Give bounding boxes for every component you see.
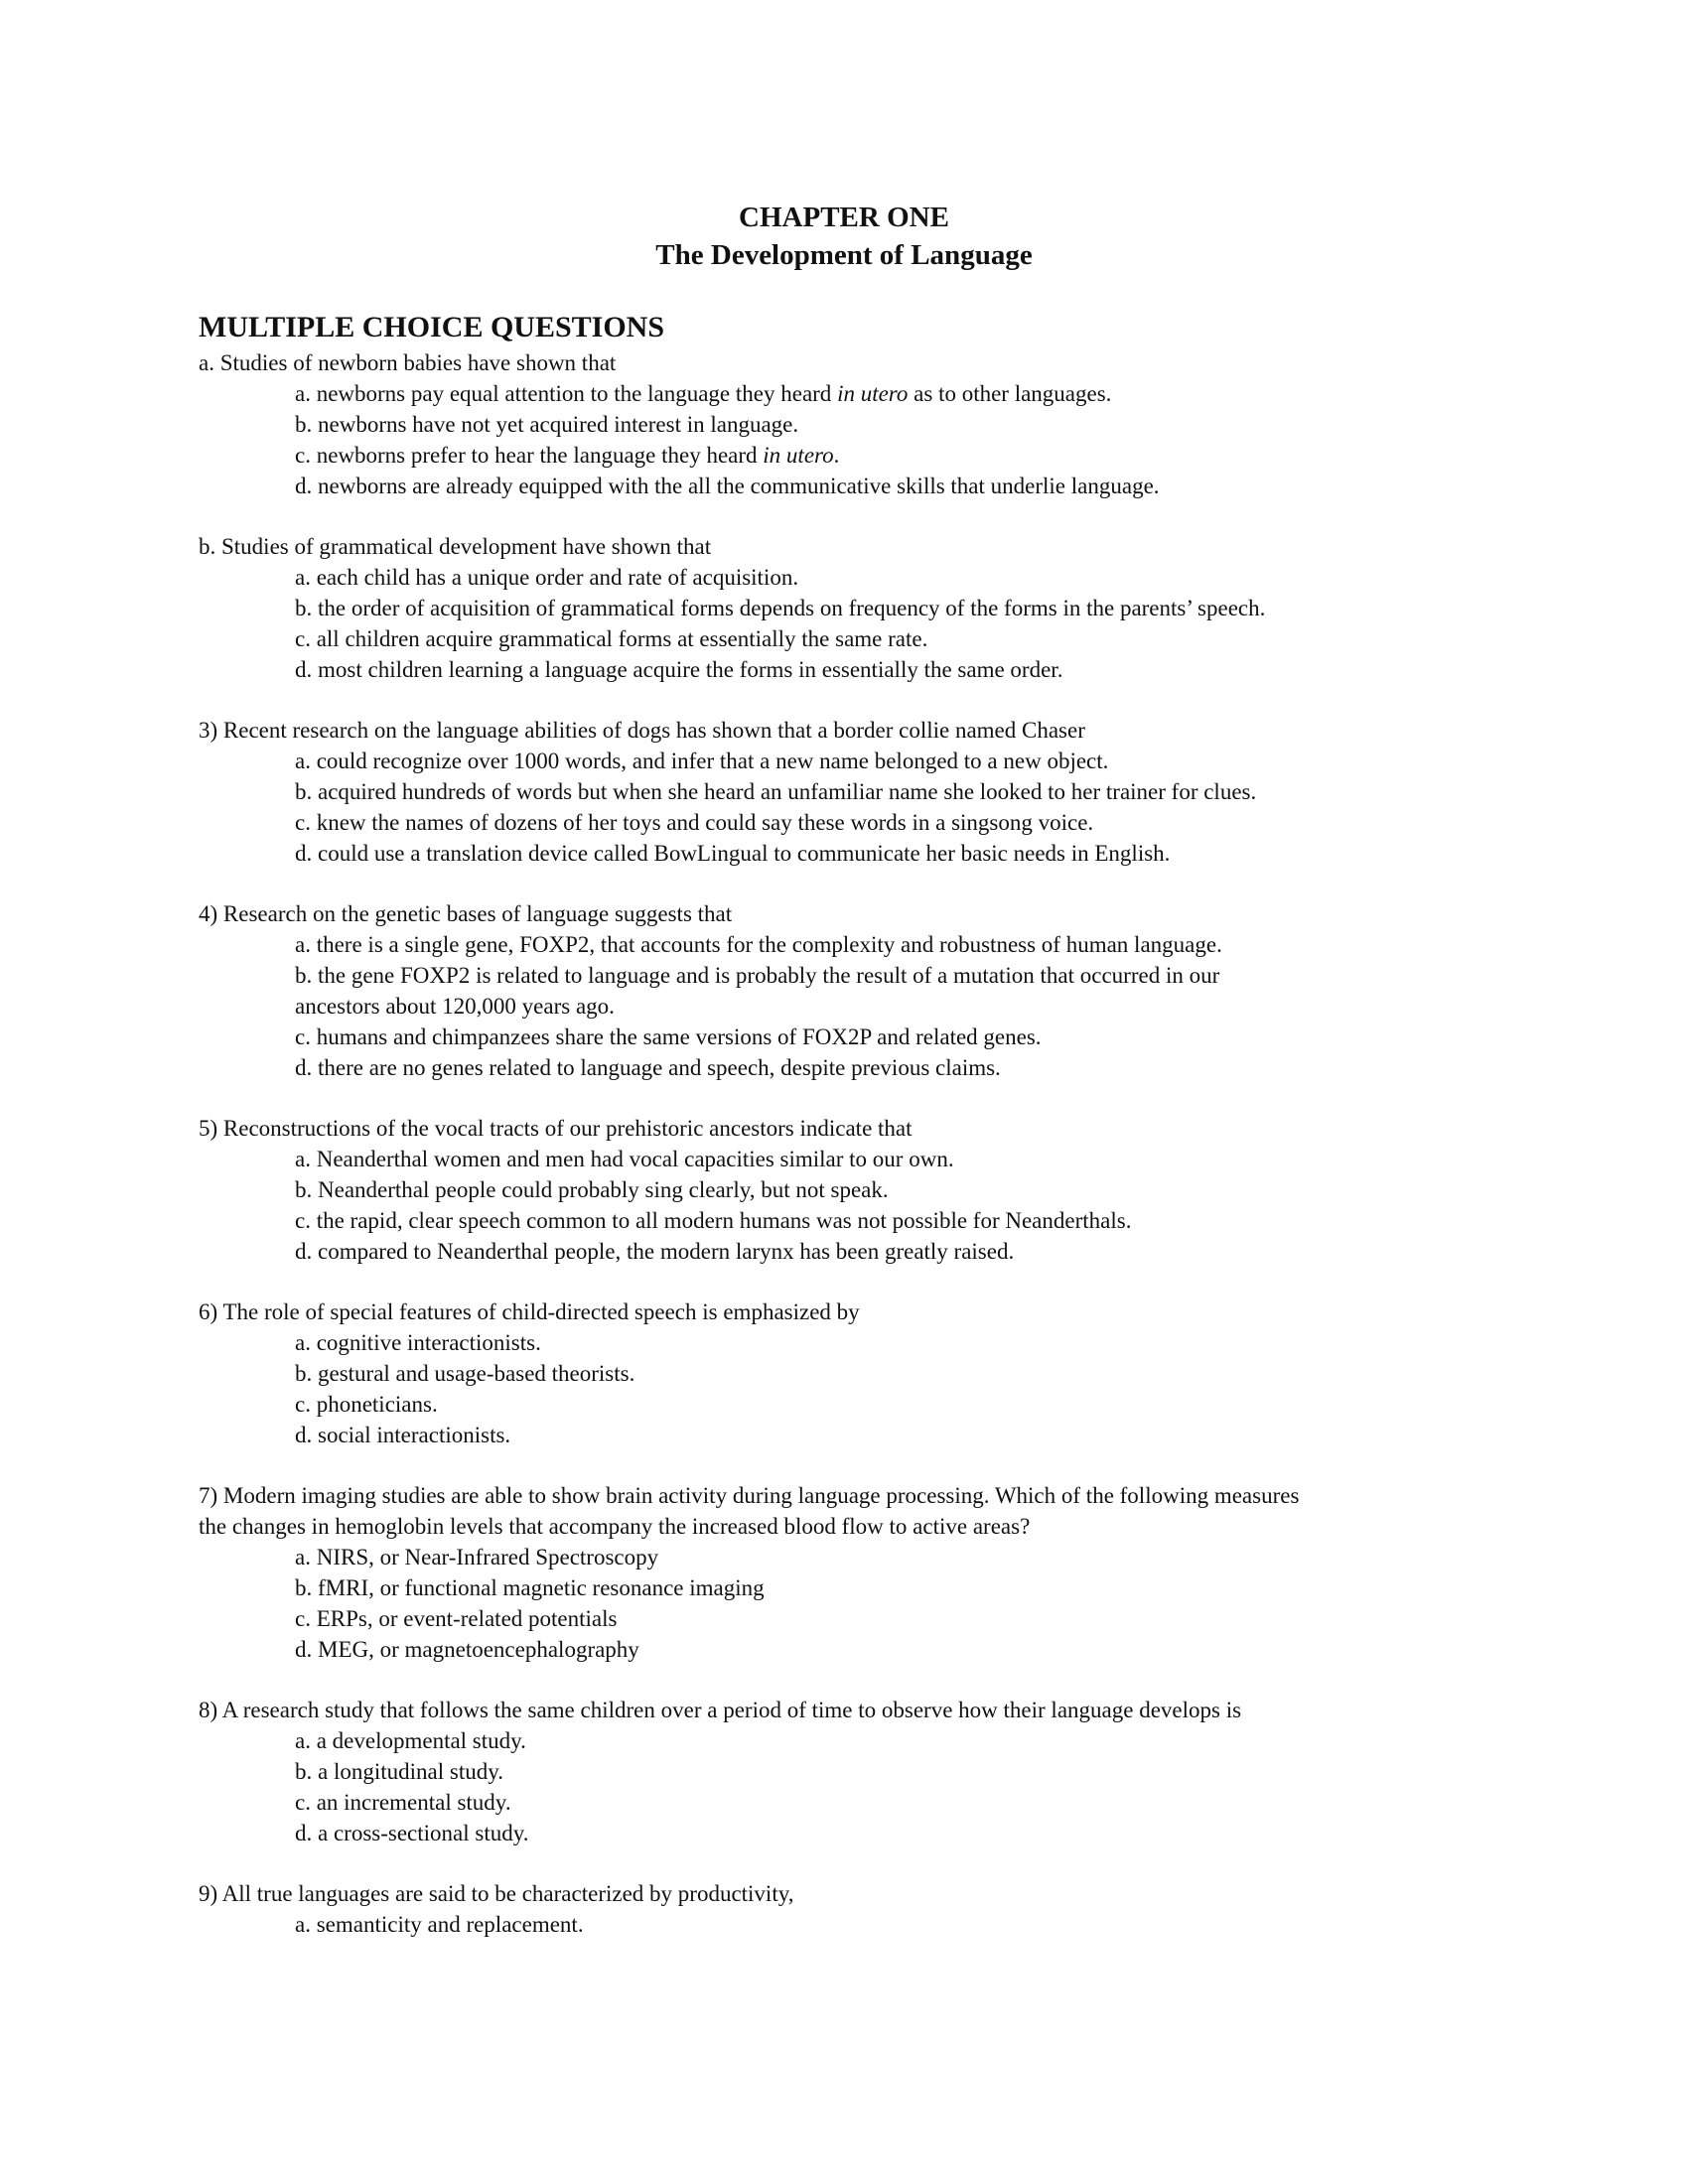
question-1: [199, 347, 1489, 501]
question-stem: a. Studies of newborn babies have shown that: [199, 350, 617, 375]
option-c: c. all children acquire grammatical forms at essentially the same rate.: [295, 626, 928, 651]
option-d: d. social interactionists.: [295, 1423, 511, 1447]
option-a: a. each child has a unique order and rate of acquisition.: [295, 565, 799, 590]
question-stem: 8) A research study that follows the same children over a period of time to observe how their language develops is: [199, 1698, 1242, 1722]
option-b: b. gestural and usage-based theorists.: [295, 1361, 635, 1386]
question-3: [199, 715, 1489, 869]
question-stem: 3) Recent research on the language abilities of dogs has shown that a border collie named Chaser: [199, 718, 1085, 743]
option-b: b. newborns have not yet acquired interest in language.: [295, 412, 799, 437]
option-b-continued: ancestors about 120,000 years ago.: [295, 994, 615, 1019]
option-b: b. fMRI, or functional magnetic resonance imaging: [295, 1575, 765, 1600]
section-title: MULTIPLE CHOICE QUESTIONS: [199, 311, 665, 343]
question-7: [199, 1480, 1489, 1665]
option-list: [199, 562, 1489, 685]
option-text-tail: as to other languages.: [908, 381, 1112, 406]
chapter-title: CHAPTER ONE: [739, 202, 949, 233]
question-stem: 4) Research on the genetic bases of language suggests that: [199, 901, 733, 926]
option-d: d. MEG, or magnetoencephalography: [295, 1637, 639, 1662]
question-stem: 6) The role of special features of child-directed speech is emphasized by: [199, 1299, 860, 1324]
option-b: b. the order of acquisition of grammatical forms depends on frequency of the forms in the parents’ speech.: [295, 596, 1266, 620]
option-list: [199, 1327, 1489, 1450]
question-8: [199, 1695, 1489, 1848]
question-stem: 5) Reconstructions of the vocal tracts of our prehistoric ancestors indicate that: [199, 1116, 913, 1141]
option-d: d. newborns are already equipped with the all the communicative skills that underlie language.: [295, 474, 1160, 498]
option-list: [199, 1725, 1489, 1848]
option-c: c. phoneticians.: [295, 1392, 438, 1417]
option-a: a. there is a single gene, FOXP2, that accounts for the complexity and robustness of human language.: [295, 932, 1222, 957]
option-a: a. a developmental study.: [295, 1728, 526, 1753]
option-text-tail: .: [833, 443, 840, 468]
question-6: [199, 1297, 1489, 1450]
option-c: [199, 440, 1489, 471]
option-a: a. could recognize over 1000 words, and infer that a new name belonged to a new object.: [295, 749, 1109, 773]
option-b: b. a longitudinal study.: [295, 1759, 503, 1784]
question-4: [199, 898, 1489, 1083]
question-9: [199, 1878, 1489, 1940]
chapter-subtitle: The Development of Language: [655, 239, 1033, 271]
option-list: [199, 929, 1489, 1083]
option-a: a. cognitive interactionists.: [295, 1330, 541, 1355]
option-b: b. Neanderthal people could probably sing clearly, but not speak.: [295, 1177, 889, 1202]
option-list: [199, 1144, 1489, 1267]
option-list: [199, 746, 1489, 869]
italic-term: in utero: [837, 381, 909, 406]
option-a: [199, 378, 1489, 409]
option-a: a. semanticity and replacement.: [295, 1912, 584, 1937]
option-text: a. newborns pay equal attention to the language they heard: [295, 381, 838, 406]
question-2: [199, 531, 1489, 685]
italic-term: in utero: [763, 443, 834, 468]
option-text: c. newborns prefer to hear the language they heard: [295, 443, 764, 468]
option-d: d. there are no genes related to language and speech, despite previous claims.: [295, 1055, 1001, 1080]
option-c: c. knew the names of dozens of her toys and could say these words in a singsong voice.: [295, 810, 1094, 835]
question-stem-continued: the changes in hemoglobin levels that accompany the increased blood flow to active areas?: [199, 1514, 1031, 1539]
option-list: [199, 378, 1489, 501]
option-list: [199, 1909, 1489, 1940]
option-c: c. humans and chimpanzees share the same versions of FOX2P and related genes.: [295, 1024, 1042, 1049]
option-b: b. acquired hundreds of words but when she heard an unfamiliar name she looked to her trainer for clues.: [295, 779, 1257, 804]
question-stem: 7) Modern imaging studies are able to show brain activity during language processing. Which of the following measures: [199, 1483, 1300, 1508]
option-a: a. Neanderthal women and men had vocal capacities similar to our own.: [295, 1147, 954, 1171]
question-5: [199, 1113, 1489, 1267]
option-list: [199, 1542, 1489, 1665]
option-c: c. an incremental study.: [295, 1790, 511, 1815]
option-a: a. NIRS, or Near-Infrared Spectroscopy: [295, 1545, 659, 1570]
option-d: d. a cross-sectional study.: [295, 1821, 529, 1845]
option-c: c. ERPs, or event-related potentials: [295, 1606, 618, 1631]
question-stem: 9) All true languages are said to be characterized by productivity,: [199, 1881, 794, 1906]
question-list: [199, 347, 1489, 1970]
option-d: d. compared to Neanderthal people, the modern larynx has been greatly raised.: [295, 1239, 1015, 1264]
option-c: c. the rapid, clear speech common to all modern humans was not possible for Neanderthals.: [295, 1208, 1132, 1233]
question-stem: b. Studies of grammatical development have shown that: [199, 534, 712, 559]
option-d: d. most children learning a language acquire the forms in essentially the same order.: [295, 657, 1063, 682]
chapter-heading: [0, 199, 1688, 274]
option-d: d. could use a translation device called BowLingual to communicate her basic needs in English.: [295, 841, 1171, 866]
option-b: b. the gene FOXP2 is related to language and is probably the result of a mutation that occurred in our: [295, 963, 1220, 988]
